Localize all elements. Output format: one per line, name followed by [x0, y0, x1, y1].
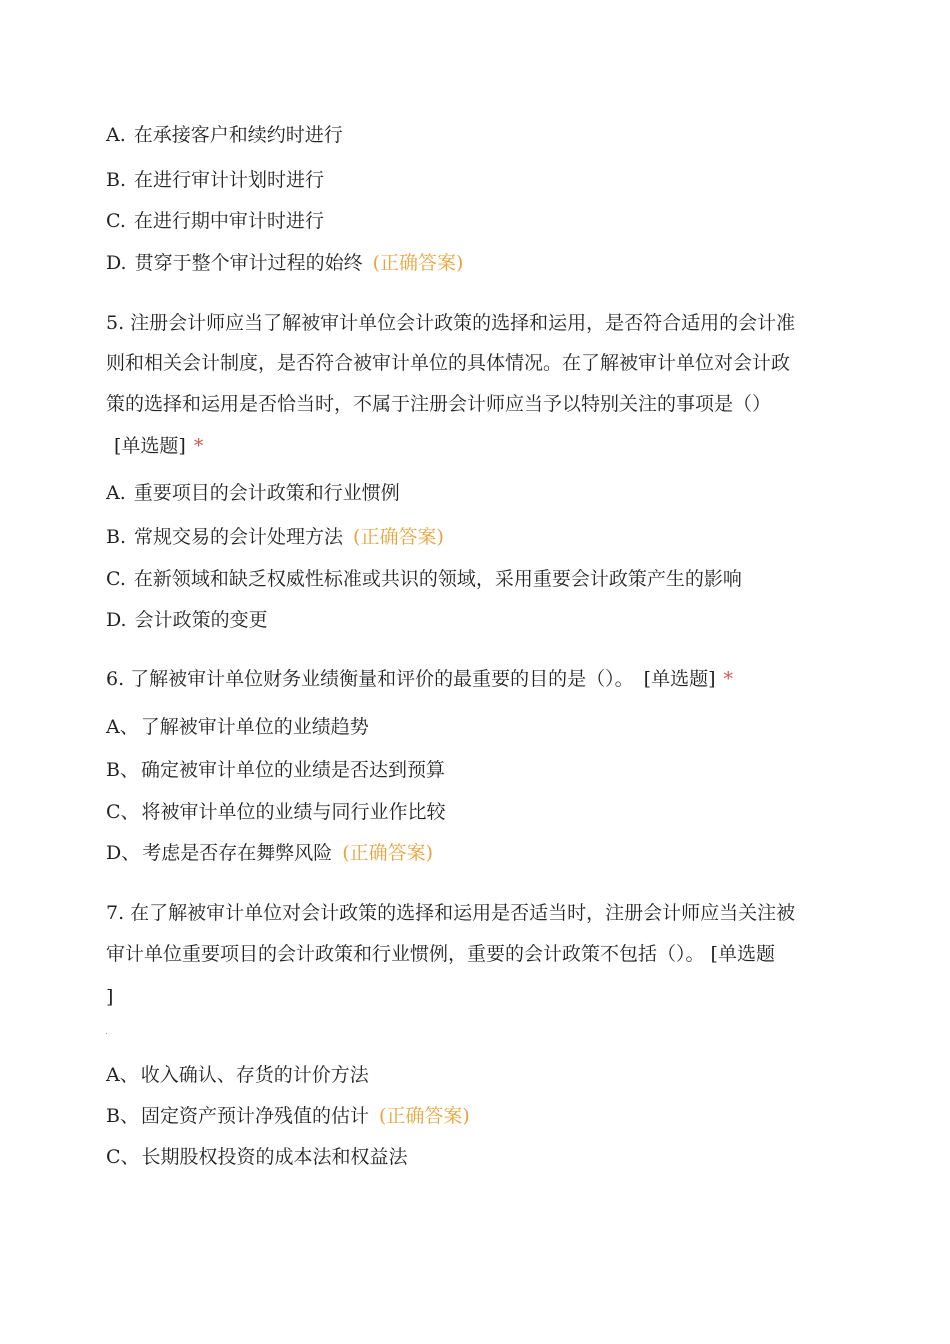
q5-option-a: A. 重要项目的会计政策和行业惯例 — [106, 482, 400, 504]
option-text: 考虑是否存在舞弊风险 — [142, 842, 333, 864]
correct-answer-label: (正确答案) — [372, 252, 464, 274]
stray-mark — [106, 1033, 107, 1034]
required-marker: * — [723, 668, 733, 690]
correct-answer-label: (正确答案) — [342, 842, 434, 864]
option-text: 在承接客户和续约时进行 — [133, 124, 343, 146]
question-type-label: [单选题] — [114, 435, 186, 457]
q5-text-line-3: 策的选择和运用是否恰当时，不属于注册会计师应当予以特别关注的事项是（） — [106, 393, 772, 415]
option-text: 长期股权投资的成本法和权益法 — [141, 1146, 408, 1168]
q4-option-c: C. 在进行期中审计时进行 — [106, 210, 324, 232]
q7-option-a: A、 收入确认、存货的计价方法 — [106, 1064, 369, 1086]
option-text: 会计政策的变更 — [134, 609, 268, 631]
correct-answer-label: (正确答案) — [353, 526, 444, 548]
q5-option-d: D. 会计政策的变更 — [106, 609, 268, 631]
q6-option-c: C、 将被审计单位的业绩与同行业作比较 — [106, 801, 446, 823]
required-marker: * — [193, 435, 204, 457]
q5-text-line-2: 则和相关会计制度，是否符合被审计单位的具体情况。在了解被审计单位对会计政 — [106, 352, 791, 374]
q4-option-d: D. 贯穿于整个审计过程的始终 (正确答案) — [106, 252, 464, 274]
q4-option-b: B. 在进行审计计划时进行 — [106, 169, 325, 191]
q7-option-b: B、 固定资产预计净残值的估计 (正确答案) — [106, 1105, 470, 1127]
option-text: 重要项目的会计政策和行业惯例 — [133, 482, 400, 504]
correct-answer-label: (正确答案) — [378, 1105, 470, 1127]
q6-option-b: B、 确定被审计单位的业绩是否达到预算 — [106, 759, 445, 781]
option-text: 固定资产预计净残值的估计 — [140, 1105, 369, 1127]
q5-option-b: B. 常规交易的会计处理方法 (正确答案) — [106, 526, 444, 548]
question-type-label: [单选题] — [643, 668, 716, 690]
q7-option-c: C、 长期股权投资的成本法和权益法 — [106, 1146, 408, 1168]
option-text: 确定被审计单位的业绩是否达到预算 — [140, 759, 445, 781]
q7-text-line-1: 7. 在了解被审计单位对会计政策的选择和运用是否适当时，注册会计师应当关注被 — [106, 902, 796, 924]
option-text: 收入确认、存货的计价方法 — [140, 1064, 369, 1086]
option-text: 将被审计单位的业绩与同行业作比较 — [141, 801, 446, 823]
option-text: 在进行审计计划时进行 — [134, 169, 325, 191]
q7-text-line-3: ] — [106, 986, 114, 1008]
option-text: 常规交易的会计处理方法 — [134, 526, 344, 548]
q6-text-line — [106, 666, 733, 692]
q6-option-d: D、 考虑是否存在舞弊风险 (正确答案) — [106, 842, 434, 864]
option-text: 在新领域和缺乏权威性标准或共识的领域，采用重要会计政策产生的影响 — [133, 568, 742, 590]
q7-text-line-2: 审计单位重要项目的会计政策和行业惯例，重要的会计政策不包括（）。 [单选题 — [106, 943, 775, 965]
question-text: 6. 了解被审计单位财务业绩衡量和评价的最重要的目的是（）。 — [106, 668, 634, 690]
option-text: 贯穿于整个审计过程的始终 — [134, 252, 363, 274]
q4-option-a: A. 在承接客户和续约时进行 — [106, 124, 343, 146]
option-text: 在进行期中审计时进行 — [133, 210, 324, 232]
option-text: 了解被审计单位的业绩趋势 — [140, 716, 369, 738]
q6-option-a: A、 了解被审计单位的业绩趋势 — [106, 716, 369, 738]
q5-type-line — [114, 433, 203, 459]
q5-option-c: C. 在新领域和缺乏权威性标准或共识的领域，采用重要会计政策产生的影响 — [106, 568, 742, 590]
q5-text-line-1: 5. 注册会计师应当了解被审计单位会计政策的选择和运用，是否符合适用的会计准 — [106, 312, 796, 334]
